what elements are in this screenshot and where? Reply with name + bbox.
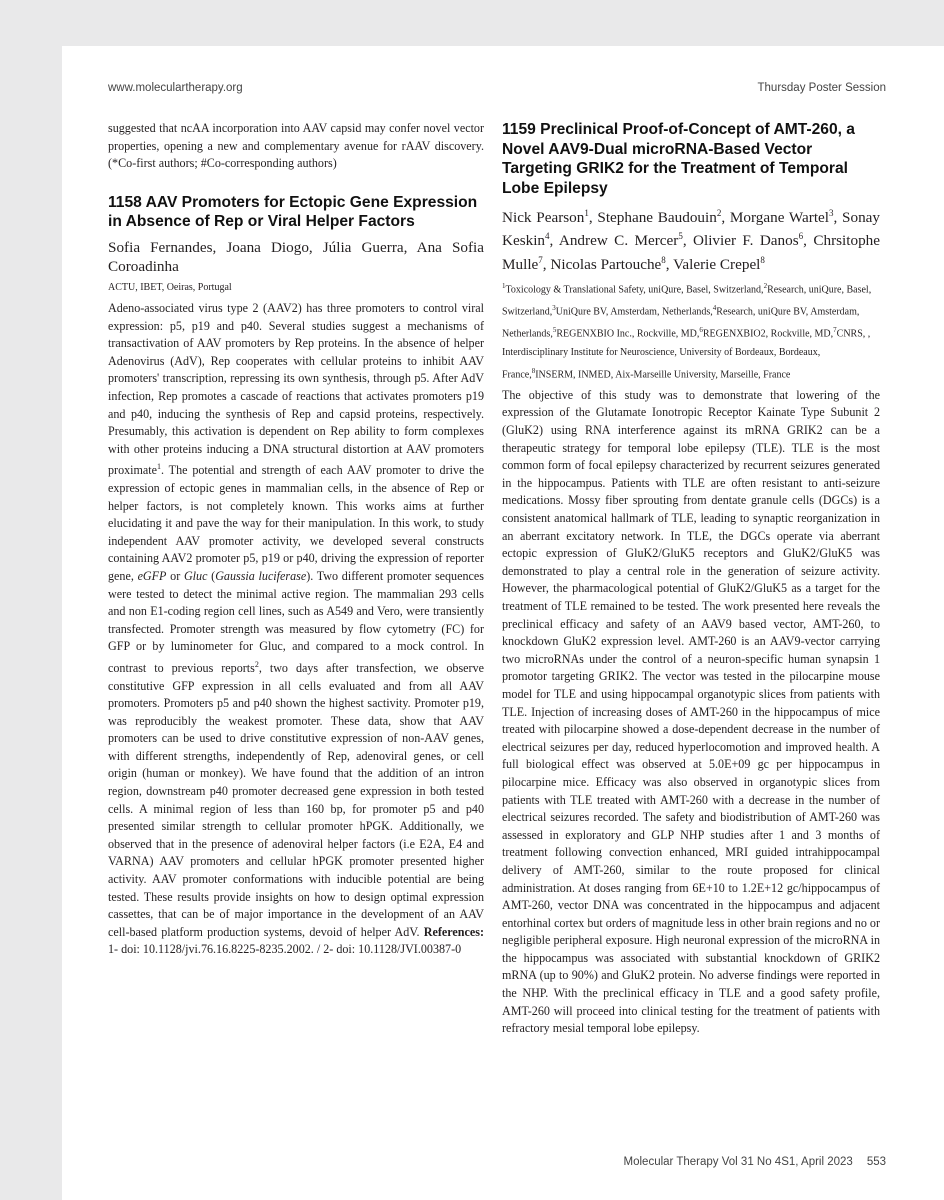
references-text: 1- doi: 10.1128/jvi.76.16.8225-8235.2002. / 2- doi: 10.1128/JVI.00387-0 bbox=[108, 942, 462, 957]
citation-2: 2 bbox=[254, 659, 259, 669]
abstract-1158-title: 1158 AAV Promoters for Ectopic Gene Expression in Absence of Rep or Viral Helper Factors bbox=[108, 193, 478, 231]
right-column bbox=[502, 120, 880, 1038]
abstract-1158 bbox=[108, 193, 484, 959]
abstract-1159 bbox=[502, 120, 880, 1038]
gene-egfp: eGFP bbox=[137, 568, 167, 583]
journal-page bbox=[62, 46, 944, 1200]
left-column bbox=[108, 120, 484, 959]
abstract-1159-affiliations: $^1$Toxicology & Translational Safety, uniQure, Basel, Switzerland,$^2$Research, uniQure, Basel, Switzerland,$^3$UniQure BV, Amsterdam, Netherlands,$^4$Research, uniQure BV, Amsterdam, Netherlands,$^5$REGENXBIO Inc., Rockville, MD,$^6$REGENXBIO2, Rockville, MD,$^7$CNRS, , Interdisciplinary Institute for Neuroscience, University of Bordeaux, Bordeaux, France,$^8$INSERM, INMED, Aix-Marseille University, Marseille, France bbox=[502, 281, 872, 380]
abstract-1158-body: Adeno-associated virus type 2 (AAV2) has three promoters to control viral expression: p5, p19 and p40. Several studies suggest a mechanisms of transactivation of AAV promoters by Rep proteins. In the absence of helper Adenovirus (AdV), Rep cooperates with cellular proteins to inhibit AAV promoters' transcription, repressing its own synthesis, through p5. After AdV infection, Rep promotes a cascade of reactions that activates promoters p19 and p40, inducing the synthesis of Rep and capsid proteins, respectively. Presumably, this activation is dependent on Rep ability to form complexes with other proteins inducing a DNA structural distortion at AAV promoters proximate$^1$. The potential and strength of each AAV promoter to drive the expression of ectopic genes in mammalian cells, in the absence of Rep or helper factors, is not completely known. This works aims at further elucidating it and pave the way for their manipulation. In this work, to study independent AAV promoter activity, we developed several constructs containing AAV2 promoter p5, p19 or p40, driving the expression of reporter gene, eGFP or Gluc (Gaussia luciferase). Two different promoter sequences were tested to detect the minimal active region. The mammalian 293 cells and non E1-coding region cell lines, such as A549 and Vero, were transiently transfected. Promoter strength was measured by flow cytometry (FC) for GFP or by luminometer for Gluc, and compared to a mock control. In contrast to previous reports$^2$, two days after transfection, we observe constitutive GFP expression in all cells evaluated and from all AAV promoters. Promoters p5 and p40 shown the highest sactivity. Promoter p19, was reproducibly the weakest promoter. These data, show that AAV promoters can be used to drive constitutive expression of non-AAV genes, with different strengths, independently of Rep, adenoviral genes, or cell origin (human or monkey). We have found that the addition of an intron region, downstream p40 promoter decreased gene expression in both tested cells. A minimal region of less than 160 bp, for promoter p5 and p40 presented similar strength to cellular promoter hPGK. Additionally, we observed that in the presence of adenoviral helper factors (i.e E2A, E4 and VARNA) AAV promoters and cellular hPGK promoter presented higher activity. AAV promoter conformations with inducible potential are being tested. These results provide insights on how to design optimal expression cassettes, that can be of major importance in the development of an AAV cell-based platform production systems, devoid of helper AdV. References: 1- doi: 10.1128/jvi.76.16.8225-8235.2002. / 2- doi: 10.1128/JVI.00387-0 bbox=[108, 300, 484, 957]
abstract-1159-authors: Nick Pearson$^1$, Stephane Baudouin$^2$, Morgane Wartel$^3$, Sonay Keskin$^4$, Andrew C. Mercer$^5$, Olivier F. Danos$^6$, Chrsitophe Mulle$^7$, Nicolas Partouche$^8$, Valerie Crepel$^8$ bbox=[502, 208, 881, 273]
references-label: References: bbox=[423, 924, 484, 939]
gene-gluc: Gluc bbox=[183, 568, 208, 583]
journal-website: www.moleculartherapy.org bbox=[108, 82, 243, 94]
citation-1: 1 bbox=[157, 462, 162, 472]
abstract-1158-affiliation: ACTU, IBET, Oeiras, Portugal bbox=[108, 281, 232, 293]
gene-gaussia-luciferase: Gaussia luciferase bbox=[215, 568, 307, 583]
page-footer bbox=[624, 1156, 886, 1168]
abstract-1159-title: 1159 Preclinical Proof-of-Concept of AMT-260, a Novel AAV9-Dual microRNA-Based Vector Targeting GRIK2 for the Treatment of Temporal Lobe Epilepsy bbox=[502, 121, 855, 197]
continued-abstract-text: suggested that ncAA incorporation into AAV capsid may confer novel vector properties, opening a new and complementary avenue for rAAV discovery. (*Co-first authors; #Co-corresponding authors) bbox=[108, 121, 484, 171]
journal-citation: Molecular Therapy Vol 31 No 4S1, April 2023 bbox=[623, 1156, 853, 1168]
page-number: 553 bbox=[866, 1156, 886, 1168]
session-name: Thursday Poster Session bbox=[757, 82, 886, 94]
abstract-1159-body: The objective of this study was to demonstrate that lowering of the expression of the Glutamate Ionotropic Receptor Kainate Type Subunit 2 (GluK2) using RNA interference against its mRNA GRIK2 can be a therapeutic strategy for temporal lobe epilepsy (TLE). TLE is the most common form of focal epilepsy characterized by recurrent seizures generated in the hippocampus. Patients with TLE are often resistant to anti-seizure medications. Mossy fiber sprouting from dentate granule cells (DGCs) is a consistent anatomical hallmark of TLE, leading to synaptic reorganization in an aberrant excitatory network. In TLE, the DGCs operate via aberrant ectopic expression of GluK2/GluK5 receptors and GluK2/GluK5 was demonstrated to play a central role in the generation of seizure activity. However, the pharmacological potential of GluK2/GluK5 as a target for the treatment of TLE remained to be tested. The work presented here reveals the preclinical efficacy and safety of an AAV9 based vector, AMT-260, to knockdown GluK2 expression level. AMT-260 is an AAV9-vector carrying two microRNAs under the control of a neuron-specific human synapsin 1 promotor targeting GRIK2. The vector was tested in the pilocarpine mouse model for TLE and using hippocampal organotypic slices from patients with TLE. Injection of increasing doses of AMT-260 in the hippocampus of mice treated with pilocarpine showed a dose-dependent decrease in the number of electrical seizures per day, reduced hyperlocomotion and improved health. A full biological effect was observed at 5.0E+09 gc per hippocampus in pilocarpine mice. Efficacy was also observed in organotypic slices from patients with TLE treated with AMT-260 with a decrease in the number of electrical seizures recorded. The safety and biodistribution of AMT-260 was assessed in exploratory and GLP NHP studies after 1 and 3 months of treatment following convection enhanced, MRI guided intrahippocampal delivery of AMT-260, similar to the route proposed for clinical administration. At doses ranging from 6E+10 to 1.2E+12 gc/hippocampus of AMT-260, vector DNA was concentrated in the hippocampus and adjacent entorhinal cortex but orders of magnitude less in other brain regions and no or negligible peripheral exposure. High neuronal expression of the microRNA in the hippocampus was associated with substantial knockdown of GRIK2 mRNA (up to 90%) and GluK2 protein. No adverse findings were reported in the NHP. With the preclinical efficacy in TLE and a good safety profile, AMT-260 will proceed into clinical testing for the treatment of patients with refractory mesial temporal lobe epilepsy. bbox=[502, 387, 880, 1036]
abstract-1158-authors: Sofia Fernandes, Joana Diogo, Júlia Guerra, Ana Sofia Coroadinha bbox=[108, 238, 484, 275]
